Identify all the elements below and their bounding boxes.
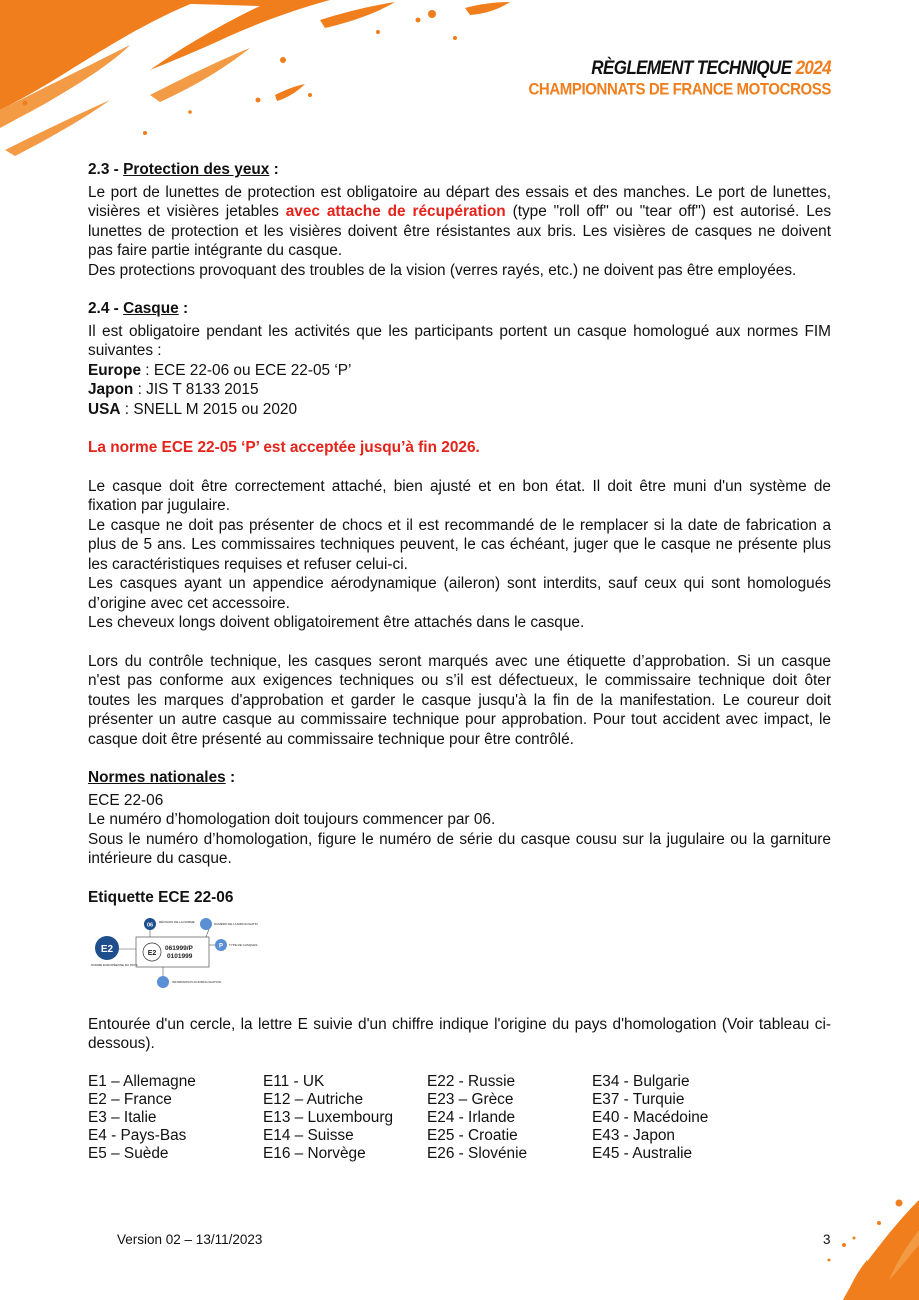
country-code: E23 – Grèce xyxy=(427,1090,514,1108)
page-content xyxy=(88,160,831,1163)
revision-badge-text: 06 xyxy=(146,922,154,929)
helmet-paragraph: Le casque ne doit pas présenter de chocs et il est recommandé de le remplacer si la date de fabrication a plus de 5 ans. Les commissaires techniques peuvent, le cas échéant, juger que le casque ne présente plus les caractéristiques requises et refuser celui-ci. xyxy=(88,516,831,573)
technical-control-paragraph: Lors du contrôle technique, les casques seront marqués avec une étiquette d’approbation. Si un casque n'est pas conforme aux exigences techniques ou s’il est défectueux, le commissaire technique doit ôter toutes les marques d'approbation et garder le casque jusqu'à la fin de la manifestation. Le coureur doit présenter un autre casque au commissaire technique pour approbation. Pour tout accident avec impact, le casque doit être présenté au commissaire technique pour être contrôlé. xyxy=(88,652,831,748)
helmet-paragraph: Les casques ayant un appendice aérodynamique (aileron) sont interdits, sauf ceux qui sont homologués d’origine avec cet accessoire. xyxy=(88,575,831,612)
country-code: E14 – Suisse xyxy=(263,1126,354,1144)
text-span: Le port de lunettes de protection est obligatoire au départ des essais et des manches. Le port de lunettes, visières et visières jetables xyxy=(88,183,831,220)
country-code: E11 - UK xyxy=(263,1072,325,1090)
norm-text: : ECE 22-06 ou ECE 22-05 ‘P’ xyxy=(141,361,352,379)
country-code: E13 – Luxembourg xyxy=(263,1108,394,1126)
country-badge-text: E2 xyxy=(100,944,114,955)
national-norms-title xyxy=(88,768,831,788)
label-code-line: 061999/P xyxy=(165,945,193,952)
country-code: E22 - Russie xyxy=(427,1072,516,1090)
header-year: 2024 xyxy=(795,56,831,79)
helmet-intro: Il est obligatoire pendant les activités que les participants portent un casque homologué aux normes FIM suivantes : xyxy=(88,322,831,359)
country-column xyxy=(592,1073,792,1163)
norm-region: Japon xyxy=(88,381,134,398)
country-code: E2 – France xyxy=(88,1090,172,1108)
section-title-text: Casque xyxy=(123,300,179,317)
helmet-paragraph: Le casque doit être correctement attaché, bien ajusté et en bon état. Il doit être muni d'un système de fixation par jugulaire. xyxy=(88,477,831,514)
page-number: 3 xyxy=(823,1232,831,1247)
header-title-text: RÈGLEMENT TECHNIQUE xyxy=(591,56,792,79)
norm-text: : SNELL M 2015 ou 2020 xyxy=(120,400,298,418)
country-caption: NORME EUROPÉENNE DU PAYS xyxy=(91,963,138,967)
national-norm-line: Sous le numéro d’homologation, figure le numéro de série du casque cousu sur la jugulaire ou la garniture intérieure du casque. xyxy=(88,830,831,867)
homologation-badge xyxy=(200,918,212,930)
decorative-brush-strokes-top xyxy=(0,0,540,170)
norm-text: : JIS T 8133 2015 xyxy=(133,381,259,398)
decorative-brush-strokes-bottom xyxy=(749,1190,919,1300)
header-subtitle: CHAMPIONNATS DE FRANCE MOTOCROSS xyxy=(528,80,831,99)
country-code: E24 - Irlande xyxy=(427,1108,516,1126)
homologation-caption: NUMÉRO DE L'HOMOLOGATION xyxy=(214,922,258,926)
label-code-line: 0101999 xyxy=(167,953,193,960)
section-2-4-title xyxy=(88,299,831,319)
country-code: E26 - Slovénie xyxy=(427,1144,528,1162)
norm-usa xyxy=(88,400,831,420)
country-code: E40 - Macédoine xyxy=(592,1108,709,1126)
country-column xyxy=(88,1073,263,1163)
norm-japan xyxy=(88,380,831,400)
title-colon: : xyxy=(225,769,236,786)
info-badge xyxy=(157,976,169,988)
type-badge-text: P xyxy=(218,943,224,950)
country-code: E34 - Bulgarie xyxy=(592,1072,690,1090)
label-title: Etiquette ECE 22-06 xyxy=(88,888,234,906)
section-number: 2.4 - xyxy=(88,300,119,317)
country-code: E45 - Australie xyxy=(592,1144,693,1162)
country-code: E5 – Suède xyxy=(88,1144,169,1162)
section-title-text: Normes nationales xyxy=(88,769,226,786)
label-country-text: E2 xyxy=(147,950,157,957)
origin-paragraph: Entourée d'un cercle, la lettre E suivie d'un chiffre indique l'origine du pays d'homologation (Voir tableau ci-dessous). xyxy=(88,1015,831,1052)
country-code: E43 - Japon xyxy=(592,1126,675,1144)
title-colon: : xyxy=(178,300,189,317)
section-title-text: Protection des yeux xyxy=(123,161,270,178)
revision-caption: RÉVISION DE LA NORME xyxy=(159,920,195,924)
ece-label-diagram xyxy=(88,915,258,990)
national-norm-line: ECE 22-06 xyxy=(88,791,164,809)
country-code: E25 - Croatie xyxy=(427,1126,518,1144)
norm-region: Europe xyxy=(88,361,142,379)
title-colon: : xyxy=(269,161,279,178)
country-code: E37 - Turquie xyxy=(592,1090,685,1108)
country-code: E3 – Italie xyxy=(88,1108,157,1126)
national-norm-line: Le numéro d’homologation doit toujours commencer par 06. xyxy=(88,811,496,828)
helmet-paragraph: Les cheveux longs doivent obligatoirement être attachés dans le casque. xyxy=(88,614,585,631)
text-span: (type "roll off" ou "tear off") est autorisé. Les lunettes de protection et les visières doivent être résistantes aux bris. Les visières de casques ne doivent pas faire partie intégrante du casque. xyxy=(88,203,832,259)
country-column xyxy=(427,1073,592,1163)
vision-paragraph: Des protections provoquant des troubles de la vision (verres rayés, etc.) ne doivent pas être employées. xyxy=(88,261,797,279)
document-header xyxy=(529,58,832,100)
country-code: E4 - Pays-Bas xyxy=(88,1126,187,1144)
norm-deadline-note: La norme ECE 22-05 ‘P’ est acceptée jusqu’à fin 2026. xyxy=(88,439,480,456)
section-number: 2.3 - xyxy=(88,161,119,178)
info-caption: INFORMATION D'HOMOLOGATION xyxy=(172,980,221,984)
highlight-text: avec attache de récupération xyxy=(285,203,506,220)
country-code: E16 – Norvège xyxy=(263,1144,366,1162)
norm-europe xyxy=(88,361,831,381)
country-code: E12 – Autriche xyxy=(263,1090,364,1108)
header-title xyxy=(529,57,832,80)
section-2-3-title xyxy=(88,160,831,180)
eye-protection-paragraph xyxy=(88,183,831,261)
country-codes-table xyxy=(88,1073,831,1163)
country-column xyxy=(263,1073,427,1163)
type-caption: TYPE DE CASQUES xyxy=(229,943,258,947)
norm-region: USA xyxy=(88,400,121,418)
footer-version: Version 02 – 13/11/2023 xyxy=(117,1232,263,1247)
country-code: E1 – Allemagne xyxy=(88,1072,196,1090)
